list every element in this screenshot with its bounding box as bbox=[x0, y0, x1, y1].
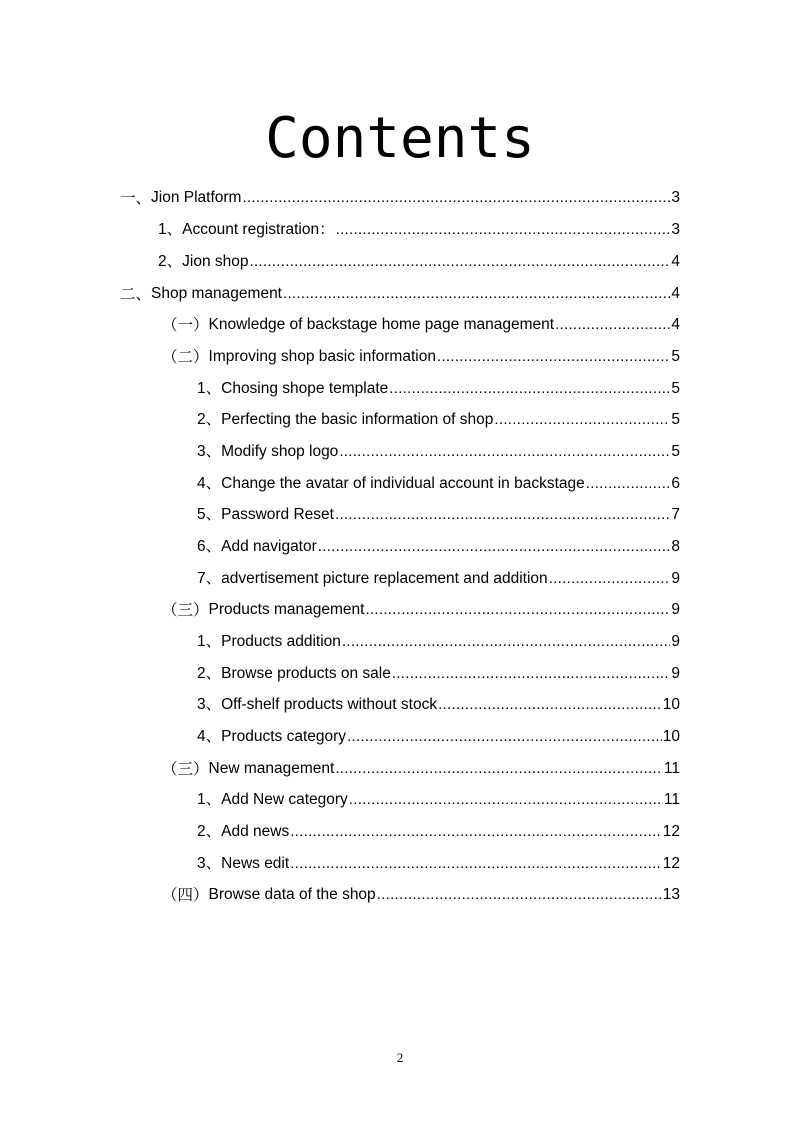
toc-label: Password Reset bbox=[221, 506, 334, 523]
toc-label: Account registration： bbox=[182, 221, 335, 238]
toc-number: （三） bbox=[162, 601, 209, 619]
toc-leader-dots bbox=[339, 442, 670, 462]
toc-label: Chosing shope template bbox=[221, 380, 389, 397]
toc-leader-dots bbox=[392, 664, 671, 684]
toc-entry-level3[interactable] bbox=[197, 691, 680, 715]
toc-leader-dots bbox=[437, 347, 670, 367]
page-number: 2 bbox=[396, 1050, 404, 1065]
toc-label: Modify shop logo bbox=[221, 443, 339, 460]
toc-label: Off-shelf products without stock bbox=[221, 696, 438, 713]
toc-entry-level3[interactable] bbox=[197, 501, 680, 525]
toc-leader-dots bbox=[342, 632, 670, 652]
toc-label: Knowledge of backstage home page management bbox=[208, 316, 555, 333]
toc-leader-dots bbox=[586, 474, 671, 494]
toc-page-number: 3 bbox=[671, 221, 680, 238]
toc-label: Products category bbox=[221, 728, 347, 745]
toc-entry-level2[interactable] bbox=[158, 248, 680, 272]
toc-number: 二、 bbox=[120, 285, 152, 303]
toc-label: Browse products on sale bbox=[221, 665, 391, 682]
toc-page-number: 4 bbox=[671, 316, 680, 333]
toc-entry-level2[interactable] bbox=[162, 881, 680, 905]
toc-page-number: 13 bbox=[662, 886, 680, 903]
toc-page-number: 6 bbox=[671, 475, 680, 492]
toc-number: 2、 bbox=[197, 665, 222, 682]
toc-entry-level3[interactable] bbox=[197, 723, 680, 747]
toc-leader-dots bbox=[290, 822, 662, 842]
toc-entry-level3[interactable] bbox=[197, 375, 680, 399]
toc-entry-level3[interactable] bbox=[197, 533, 680, 557]
toc-entry-level1[interactable] bbox=[120, 184, 680, 208]
toc-label: Jion Platform bbox=[151, 189, 242, 206]
toc-page-number: 10 bbox=[662, 728, 680, 745]
toc-leader-dots bbox=[283, 284, 670, 304]
toc-page-number: 12 bbox=[662, 823, 680, 840]
toc-leader-dots bbox=[549, 569, 671, 589]
toc-number: （四） bbox=[162, 886, 209, 904]
toc-entry-level3[interactable] bbox=[197, 786, 680, 810]
toc-label: Add navigator bbox=[221, 538, 317, 555]
toc-number: （一） bbox=[162, 316, 209, 334]
toc-label: Add news bbox=[221, 823, 290, 840]
toc-page-number: 5 bbox=[671, 380, 680, 397]
toc-page-number: 3 bbox=[671, 189, 680, 206]
toc-entry-level3[interactable] bbox=[197, 438, 680, 462]
toc-entry-level3[interactable] bbox=[197, 565, 680, 589]
toc-entry-level3[interactable] bbox=[197, 660, 680, 684]
toc-leader-dots bbox=[335, 505, 670, 525]
toc-page-number: 5 bbox=[671, 411, 680, 428]
toc-entry-level2[interactable] bbox=[162, 755, 680, 779]
toc-page-number: 11 bbox=[663, 791, 680, 808]
toc-label: Browse data of the shop bbox=[208, 886, 376, 903]
toc-number: 1、 bbox=[197, 791, 222, 808]
toc-label: Shop management bbox=[151, 285, 282, 302]
toc-leader-dots bbox=[249, 252, 670, 272]
toc-entry-level3[interactable] bbox=[197, 818, 680, 842]
toc-number: 3、 bbox=[197, 696, 222, 713]
page-title: Contents bbox=[265, 106, 535, 171]
toc-entry-level3[interactable] bbox=[197, 850, 680, 874]
toc-page-number: 9 bbox=[671, 570, 680, 587]
toc-entry-level3[interactable] bbox=[197, 628, 680, 652]
toc-leader-dots bbox=[318, 537, 671, 557]
toc-number: 2、 bbox=[197, 823, 222, 840]
toc-number: 7、 bbox=[197, 570, 222, 587]
toc-page-number: 7 bbox=[671, 506, 680, 523]
toc-leader-dots bbox=[290, 854, 662, 874]
toc-number: （三） bbox=[162, 760, 209, 778]
toc-label: advertisement picture replacement and addition bbox=[221, 570, 548, 587]
toc-leader-dots bbox=[365, 600, 670, 620]
toc-entry-level1[interactable] bbox=[120, 280, 680, 304]
toc-leader-dots bbox=[377, 885, 662, 905]
toc-leader-dots bbox=[336, 220, 671, 240]
toc-number: （二） bbox=[162, 348, 209, 366]
toc-label: Products management bbox=[208, 601, 365, 618]
toc-entry-level3[interactable] bbox=[197, 470, 680, 494]
toc-entry-level2[interactable] bbox=[158, 216, 680, 240]
toc-leader-dots bbox=[347, 727, 662, 747]
toc-entry-level2[interactable] bbox=[162, 343, 680, 367]
toc-number: 1、 bbox=[197, 380, 222, 397]
toc-leader-dots bbox=[389, 379, 670, 399]
toc-label: Jion shop bbox=[182, 253, 249, 270]
toc-number: 3、 bbox=[197, 855, 222, 872]
toc-leader-dots bbox=[242, 188, 670, 208]
toc-leader-dots bbox=[494, 410, 670, 430]
toc-page-number: 9 bbox=[671, 633, 680, 650]
toc-entry-level3[interactable] bbox=[197, 406, 680, 430]
toc-label: New management bbox=[208, 760, 335, 777]
toc-number: 3、 bbox=[197, 443, 222, 460]
toc-page-number: 10 bbox=[662, 696, 680, 713]
toc-number: 一、 bbox=[120, 189, 152, 207]
toc-page-number: 5 bbox=[671, 348, 680, 365]
toc-label: Change the avatar of individual account in backstage bbox=[221, 475, 585, 492]
toc-number: 4、 bbox=[197, 475, 222, 492]
toc-page-number: 9 bbox=[671, 665, 680, 682]
toc-number: 1、 bbox=[158, 221, 183, 238]
toc-page-number: 11 bbox=[663, 760, 680, 777]
toc-leader-dots bbox=[335, 759, 663, 779]
toc-number: 2、 bbox=[158, 253, 183, 270]
toc-page-number: 4 bbox=[671, 285, 680, 302]
toc-label: Add New category bbox=[221, 791, 348, 808]
toc-page-number: 8 bbox=[671, 538, 680, 555]
toc-label: News edit bbox=[221, 855, 290, 872]
toc-number: 2、 bbox=[197, 411, 222, 428]
toc-entry-level2[interactable] bbox=[162, 596, 680, 620]
toc-label: Perfecting the basic information of shop bbox=[221, 411, 494, 428]
toc-label: Improving shop basic information bbox=[208, 348, 436, 365]
toc-page-number: 9 bbox=[671, 601, 680, 618]
toc-number: 6、 bbox=[197, 538, 222, 555]
toc-page-number: 4 bbox=[671, 253, 680, 270]
toc-label: Products addition bbox=[221, 633, 341, 650]
toc-number: 5、 bbox=[197, 506, 222, 523]
toc-page-number: 5 bbox=[671, 443, 680, 460]
toc-number: 1、 bbox=[197, 633, 222, 650]
toc-leader-dots bbox=[438, 695, 662, 715]
toc-number: 4、 bbox=[197, 728, 222, 745]
toc-leader-dots bbox=[555, 315, 670, 335]
toc-leader-dots bbox=[349, 790, 663, 810]
toc-page-number: 12 bbox=[662, 855, 680, 872]
toc-entry-level2[interactable] bbox=[162, 311, 680, 335]
